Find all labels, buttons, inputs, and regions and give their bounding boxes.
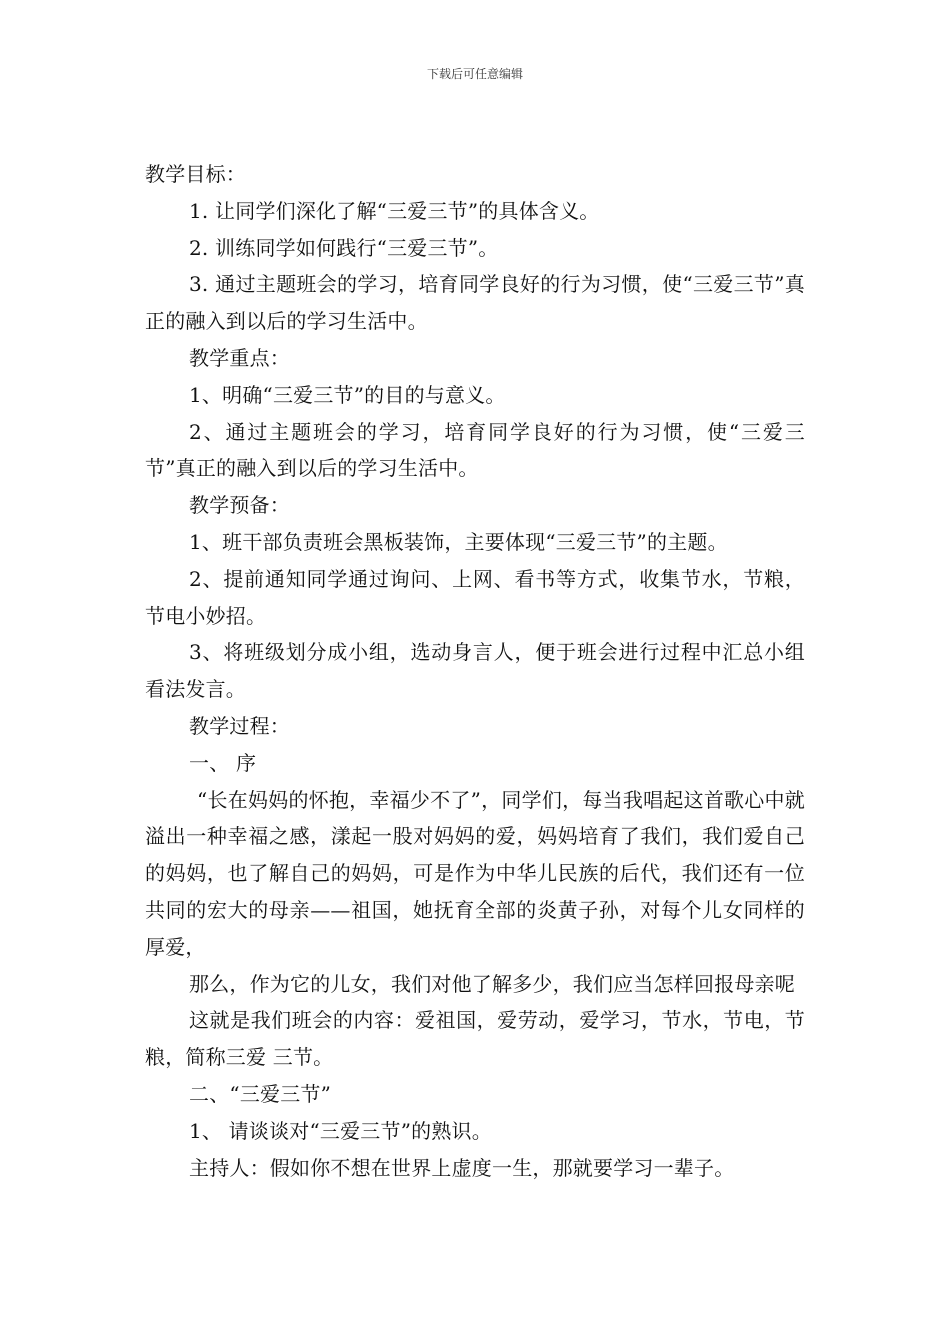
process-paragraph-question: 那么，作为它的儿女，我们对他了解多少，我们应当怎样回报母亲呢	[189, 971, 795, 996]
section-heading-preparation: 教学预备：	[189, 493, 290, 518]
section-heading-process: 教学过程：	[189, 713, 290, 738]
objective-3: 3. 通过主题班会的学习，培育同学良好的行为习惯，使“三爱三节”真正的融入到以后的学习生活中。	[145, 272, 805, 334]
preparation-2: 2、提前通知同学通过询问、上网、看书等方式，收集节水，节粮，节电小妙招。	[145, 566, 805, 628]
process-step-2-heading: 二、“三爱三节”	[189, 1081, 332, 1106]
process-paragraph-intro: “长在妈妈的怀抱，幸福少不了”，同学们，每当我唱起这首歌心中就溢出一种幸福之感，漾起一股对妈妈的爱，妈妈培育了我们，我们爱自己的妈妈，也了解自己的妈妈，可是作为中华儿民族的后代，我们还有一位共同的宏大的母亲——祖国，她抚育全部的炎黄子孙，对每个儿女同样的厚爱，	[145, 787, 805, 959]
key-point-2: 2、通过主题班会的学习，培育同学良好的行为习惯，使“三爱三节”真正的融入到以后的学习生活中。	[145, 419, 805, 481]
objective-2: 2. 训练同学如何践行“三爱三节”。	[189, 235, 499, 260]
key-point-1: 1、明确“三爱三节”的目的与意义。	[189, 382, 506, 407]
objective-1: 1. 让同学们深化了解“三爱三节”的具体含义。	[189, 198, 600, 223]
page-header: 下载后可任意编辑	[426, 67, 523, 81]
process-step-1-heading: 一、 序	[189, 750, 257, 775]
process-step-2-item-1: 1、 请谈谈对“三爱三节”的熟识。	[189, 1118, 492, 1143]
host-line: 主持人：假如你不想在世界上虚度一生，那就要学习一辈子。	[189, 1155, 735, 1180]
preparation-3: 3、将班级划分成小组，选动身言人，便于班会进行过程中汇总小组看法发言。	[145, 640, 805, 702]
process-paragraph-content: 这就是我们班会的内容：爱祖国，爱劳动，爱学习，节水，节电，节粮，简称三爱 三节。	[145, 1008, 805, 1070]
section-heading-objectives: 教学目标：	[145, 162, 246, 186]
document-body	[145, 156, 805, 1186]
section-heading-key-points: 教学重点：	[189, 345, 290, 370]
preparation-1: 1、班干部负责班会黑板装饰，主要体现“三爱三节”的主题。	[189, 529, 728, 554]
